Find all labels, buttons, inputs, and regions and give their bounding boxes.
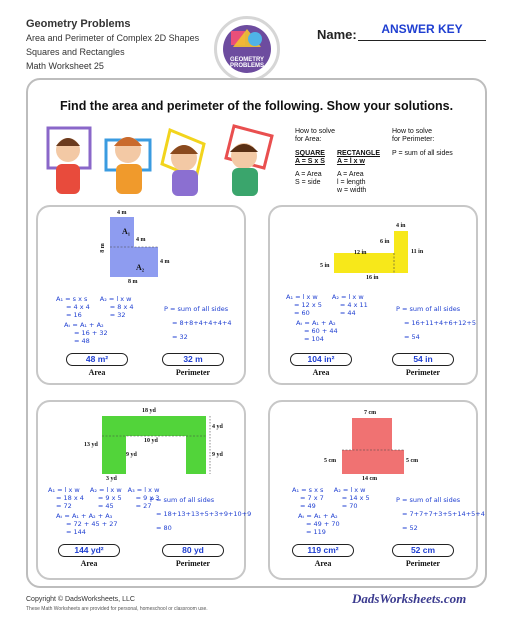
area-solution: A₁ = l x w = 12 x 5 = 60 A₂ = l x w = 4 x 11 = 44 Aₜ = A₁ + A₂ = 60 + 44 = 104 <box>286 293 368 343</box>
shape-label-a1: A₁ <box>122 227 131 236</box>
worksheet-title: Geometry Problems <box>26 18 131 30</box>
copyright-text: Copyright © DadsWorksheets, LLC <box>26 596 135 603</box>
answer-key-text: ANSWER KEY <box>381 22 463 36</box>
u-shape-diagram <box>38 402 248 492</box>
perimeter-answer: 52 cm <box>392 544 454 557</box>
area-solution: A₁ = s x s = 7 x 7 = 49 A₂ = l x w = 14 x 5 = 70 Aₜ = A₁ + A₂ = 49 + 70 = 119 <box>292 486 370 536</box>
usage-disclaimer: These Math Worksheets are provided for personal, homeschool or classroom use. <box>26 606 208 612</box>
area-answer: 48 m² <box>66 353 128 366</box>
area-solution: A₁ = l x w = 18 x 4 = 72 A₂ = l x w = 9 x 5 = 45 A₃ = l x w = 9 x 3 = 27 Aₜ = A₁ + A₂ + A₃ = 72 + 45 + 27 = 144 <box>48 486 160 536</box>
rectangle-title: RECTANGLE <box>336 150 380 157</box>
instruction-text: Find the area and perimeter of the following. Show your solutions. <box>59 99 454 113</box>
area-answer: 119 cm² <box>292 544 354 557</box>
perimeter-formula: How to solve for Perimeter: P = sum of all sides <box>392 128 453 157</box>
perimeter-solution: P = sum of all sides = 8+8+4+4+4+4 = 32 <box>164 305 232 341</box>
worksheet-subtitle-1: Area and Perimeter of Complex 2D Shapes <box>26 33 200 43</box>
problem-card-4: 7 cm 5 cm 5 cm 14 cm A₁ = s x s = 7 x 7 = 49 A₂ = l x w = 14 x 5 = 70 Aₜ = A₁ + A₂ = 49 + 70 = 119 P = sum of all sides = 7+7+7+3+5+14+5+4 = 52 119 cm² 52 cm Area Perimeter <box>268 400 478 580</box>
square-title: SQUARE <box>295 150 325 157</box>
area-answer: 144 yd² <box>58 544 120 557</box>
name-label: Name: <box>317 27 357 42</box>
geometry-problems-logo: GEOMETRY PROBLEMS <box>214 16 280 82</box>
worksheet-subtitle-2: Squares and Rectangles <box>26 47 125 57</box>
kids-holding-shapes-illustration <box>44 120 278 196</box>
area-solution: A₁ = s x s = 4 x 4 = 16 A₂ = l x w = 8 x 4 = 32 Aₜ = A₁ + A₂ = 16 + 32 = 48 <box>56 295 134 345</box>
perimeter-answer: 32 m <box>162 353 224 366</box>
name-line <box>358 40 486 41</box>
worksheet-number: Math Worksheet 25 <box>26 61 104 71</box>
perimeter-solution: P = sum of all sides = 18+13+13+5+3+9+10+9 = 80 <box>150 496 252 532</box>
worksheet-header <box>26 17 199 73</box>
perimeter-solution: P = sum of all sides = 16+11+4+6+12+5 = 54 <box>396 305 476 341</box>
perimeter-answer: 54 in <box>392 353 454 366</box>
problem-card-2: 4 in 6 in 11 in 12 in 5 in 16 in A₁ = l x w = 12 x 5 = 60 A₂ = l x w = 4 x 11 = 44 Aₜ = A₁ + A₂ = 60 + 44 = 104 P = sum of all sides = 16+11+4+6+12+5 = 54 104 in² 54 in Area Perimeter <box>268 205 478 385</box>
l-shape-diagram <box>270 207 480 297</box>
perimeter-solution: P = sum of all sides = 7+7+7+3+5+14+5+4 = 52 <box>396 496 485 532</box>
problem-card-1: 4 m 4 m 8 m 4 m 8 m A₁ A₂ A₁ = s x s = 4 x 4 = 16 A₂ = l x w = 8 x 4 = 32 Aₜ = A₁ + A₂ = 16 + 32 = 48 P = sum of all sides = 8+8+4+4+4+4 = 32 48 m² 32 m Area Perimeter <box>36 205 246 385</box>
l-shape-diagram <box>38 207 248 297</box>
dadsworksheets-logo: DadsWorksheets.com <box>352 591 467 606</box>
area-answer: 104 in² <box>290 353 352 366</box>
shape-label-a2: A₂ <box>136 263 145 272</box>
perimeter-answer: 80 yd <box>162 544 224 557</box>
area-formulas: How to solve for Area: SQUARE A = S x S A = Area S = side RECTANGLE A = l x w A = Area l = length w = width <box>295 128 380 194</box>
problem-card-3: 18 yd 10 yd 13 yd 9 yd 3 yd 4 yd 9 yd A₁ = l x w = 18 x 4 = 72 A₂ = l x w = 9 x 5 = 45 A₃ = l x w = 9 x 3 = 27 Aₜ = A₁ + A₂ + A₃ = 72 + 45 + 27 = 144 P = sum of all sides = 18+13+13+5+3+9+10+9 = 80 144 yd² 80 yd Area Perimeter <box>36 400 246 580</box>
